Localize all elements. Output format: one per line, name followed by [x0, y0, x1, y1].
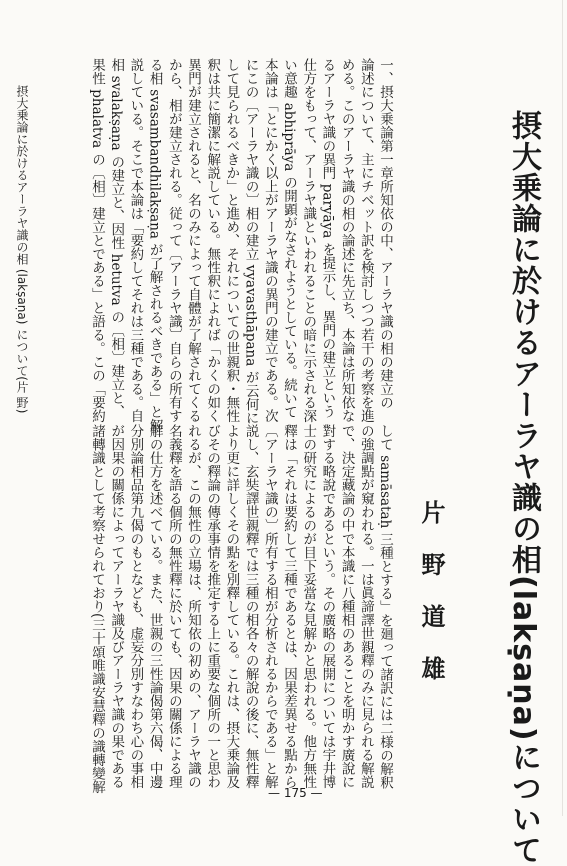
- text-line: 果性 phalatva の〔相〕建立とである」と語る。この「要約: [89, 58, 105, 423]
- text-line: 説している。そこで本論は「要約してそれは三種である。自: [127, 58, 144, 423]
- text-line: 異門が建立されると、名のみによって自體が了解されてくる: [185, 58, 201, 423]
- text-line: にこの〔アーラヤ識の〕相の建立 vyavasthāpana が云何に: [242, 58, 259, 425]
- article-title: 摂大乗論に於けるアーラヤ識の相(lakṣaṇa)について: [506, 110, 541, 866]
- text-line: びその釋論の傳承事情を推定する上に重要な個所の一と思わ: [204, 424, 221, 789]
- text-line: 論述について、主にチベット訳を検討しつつ若干の考察を進: [357, 58, 374, 423]
- author-name: 片野道雄: [417, 500, 445, 708]
- text-line: 釋は「それは要約して三種であるとは、因果差異せる點から: [281, 424, 297, 789]
- text-line: 相 svalakṣaṇa の建立と、因性 hetutva の〔相〕建立と、: [108, 58, 125, 418]
- text-line: る相 svasambandhilakṣaṇa が了解されるべきである」と解: [146, 58, 163, 433]
- text-line: れるが、この無性の立場は、所知依の初めの、アーラヤ識の: [185, 424, 201, 789]
- page-number: — 175 —: [268, 786, 323, 800]
- text-line: 釈は共に簡潔に解説している。無性釈によれば「かくの如く: [204, 58, 221, 423]
- text-line: で、決定藏論の中で本識に八種相のあることを明かす廣說に: [338, 424, 355, 789]
- text-line: 〔アーラヤ識の〕所有する相が分析されるからである」と解: [261, 424, 278, 789]
- text-line: 説し、玄奘譯世親釋では三種の相各々の解說の後に、無性釋: [242, 424, 259, 789]
- text-line: 一、摂大乗論第一章所知依の中、アーラヤ識の相の建立の: [377, 58, 393, 409]
- text-line: 分別論相品第九偈のもとなども、虚妄分別すなわち心の事相: [127, 424, 144, 789]
- text-line: 本論は「とにかく以上がアーラヤ識の異門の建立である。次: [261, 58, 278, 423]
- text-line: める。このアーラヤ識の相の論述に先立ち、本論は所知依な: [338, 58, 355, 423]
- page-edge: [562, 0, 563, 816]
- text-line: 名義釋を語る個所の無性釋に於いても、因果の關係による理: [165, 424, 182, 789]
- text-line: 諸轉識として考察せられており(三十頌唯識安慧釋の識轉變解: [89, 424, 105, 794]
- text-line: して samāsataḥ 三種とする」を廻って諸訳には二様の解釈: [377, 424, 393, 790]
- text-line: 對する略說であるという。その廣略の展開については宇井博: [319, 424, 336, 789]
- text-line: 解の仕方を述べている。また、世親の三性論偈第六偈、中邊: [146, 424, 163, 789]
- text-line: るアーラヤ識の異門 paryāya を提示し、異門の建立という: [319, 58, 336, 419]
- text-line: より更に詳しくその點を別釋している。これは、摂大乗論及: [223, 424, 240, 789]
- text-line: から、相が建立される。従って〔アーラヤ識〕自らの所有す: [165, 58, 182, 423]
- running-head: 摂大乗論に於けるアーラヤ識の相 (lakṣaṇa) について(片 野): [15, 85, 29, 414]
- text-line: 士の研究によるのが目下妥當な見解かと思われる。他方無性: [300, 424, 317, 789]
- text-line: 仕方をもって、アーラヤ識といわれることの暗に示される深: [300, 58, 317, 423]
- text-line: の強調點が窺われる。一は眞諦譯世親釋のみに見られる解説: [357, 424, 374, 789]
- text-line: い意趣 abhiprāya の開顕がなされようとしている。続いて: [281, 58, 297, 419]
- text-line: して見られるべきか」と進め、それについての世親釈・無性: [223, 58, 240, 423]
- text-line: が因果の關係によってアーラヤ識及びアーラヤ識の果である: [108, 424, 125, 789]
